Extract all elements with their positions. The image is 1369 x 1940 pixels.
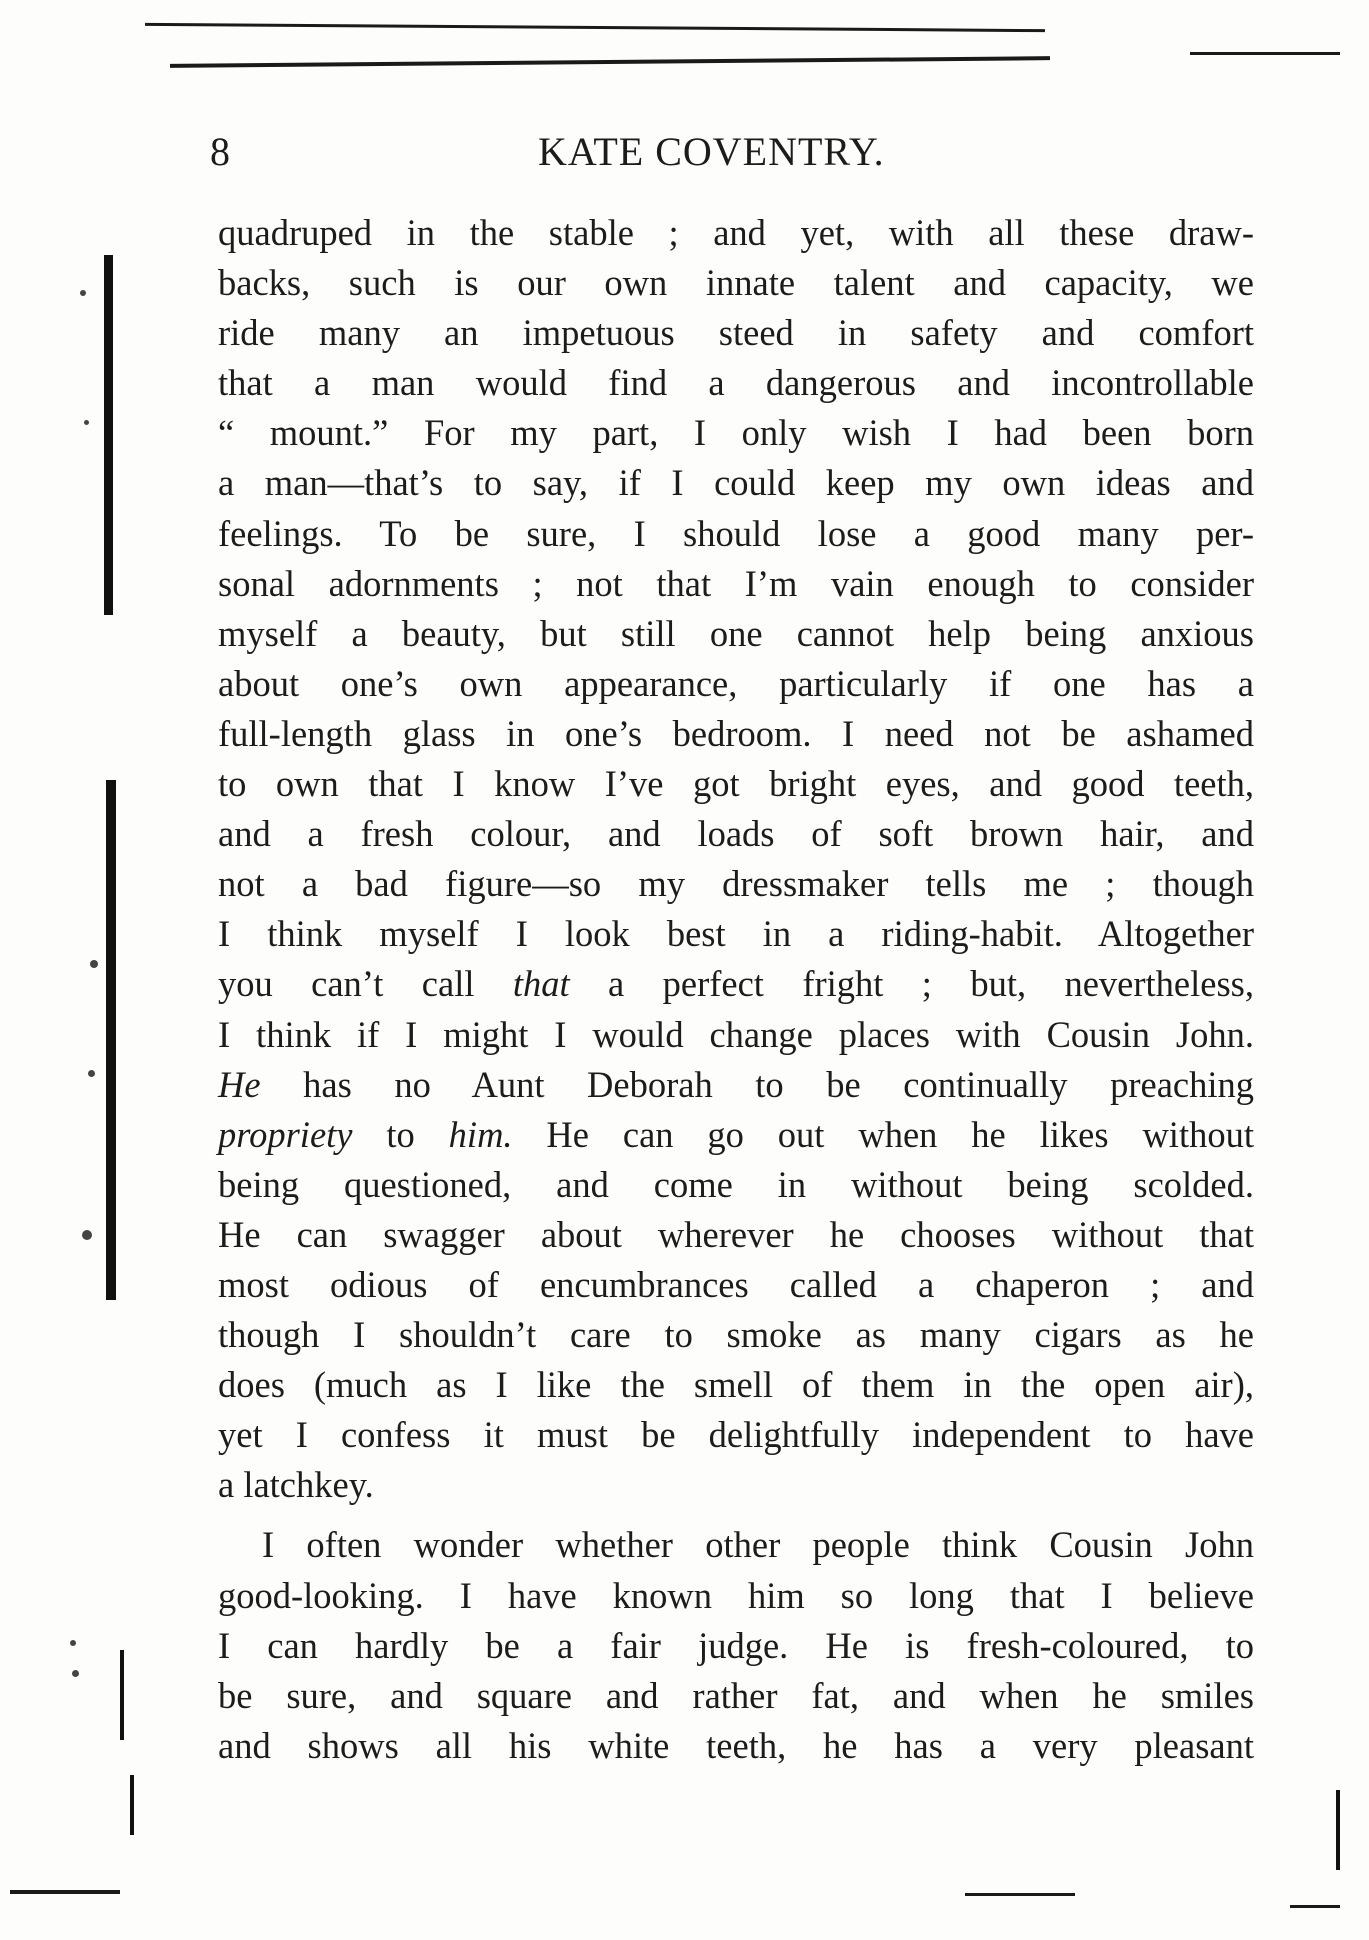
text-segment: has no Aunt Deborah to be continually preaching [260, 1063, 1254, 1105]
italic-word: propriety [218, 1113, 353, 1155]
text-segment: to [352, 1113, 449, 1155]
binding-mark-lower [120, 1650, 124, 1740]
top-rule-lower [170, 56, 1050, 68]
running-head: KATE COVENTRY. [538, 129, 885, 174]
margin-speck [72, 1670, 79, 1677]
text-line: full-length glass in one’s bedroom. I need not be ashamed [218, 712, 1254, 754]
italic-word: that [512, 963, 570, 1005]
text-line: and shows all his white teeth, he has a very pleasant [218, 1724, 1254, 1766]
text-line-with-italic [218, 1060, 1254, 1110]
text-line: most odious of encumbrances called a chaperon ; and [218, 1263, 1254, 1305]
margin-speck [70, 1640, 76, 1646]
text-line: quadruped in the stable ; and yet, with all these draw- [218, 212, 1254, 253]
page-body-text [218, 208, 1254, 1771]
paragraph-first-line: I often wonder whether other people think Cousin John [262, 1524, 1254, 1566]
text-line: sonal adornments ; not that I’m vain enough to consider [218, 562, 1254, 604]
text-line: though I shouldn’t care to smoke as many cigars as he [218, 1314, 1254, 1356]
text-line: not a bad figure—so my dressmaker tells me ; though [218, 863, 1254, 905]
bottom-left-rule [10, 1890, 120, 1894]
italic-word: He [218, 1063, 261, 1105]
bottom-right-rule [1290, 1905, 1340, 1908]
text-line: a man—that’s to say, if I could keep my own ideas and [218, 462, 1254, 504]
text-line: I think myself I look best in a riding-habit. Altogether [218, 913, 1254, 955]
text-line: being questioned, and come in without being scolded. [218, 1163, 1254, 1205]
text-line: yet I confess it must be delightfully independent to have [218, 1414, 1254, 1456]
text-line: backs, such is our own innate talent and capacity, we [218, 262, 1254, 304]
text-line: I think if I might I would change places with Cousin John. [218, 1013, 1254, 1055]
text-line: and a fresh colour, and loads of soft brown hair, and [218, 813, 1254, 855]
bottom-right-mark [1336, 1790, 1340, 1870]
text-line: I can hardly be a fair judge. He is fresh-coloured, to [218, 1624, 1254, 1666]
page-number: 8 [210, 129, 231, 174]
text-line: “ mount.” For my part, I only wish I had been born [218, 412, 1254, 454]
bottom-center-smudge [965, 1893, 1075, 1896]
text-line: be sure, and square and rather fat, and when he smiles [218, 1674, 1254, 1716]
text-line: that a man would find a dangerous and incontrollable [218, 362, 1254, 404]
page-header [210, 128, 950, 178]
margin-speck [80, 290, 86, 296]
top-rule-right [1190, 52, 1340, 55]
binding-mark-bottom [130, 1775, 134, 1835]
margin-speck [84, 420, 89, 425]
paragraph-end-line: a latchkey. [218, 1464, 374, 1506]
margin-speck [88, 1070, 95, 1077]
text-line: myself a beauty, but still one cannot help being anxious [218, 612, 1254, 654]
italic-word: him. [448, 1113, 513, 1155]
text-line: He can swagger about wherever he chooses without that [218, 1213, 1254, 1255]
binding-mark-upper [104, 255, 113, 615]
text-line-with-italic [218, 1110, 1254, 1160]
text-line-with-italic [218, 959, 1254, 1009]
top-rule-upper [145, 23, 1045, 32]
text-line: feelings. To be sure, I should lose a good many per- [218, 512, 1254, 554]
text-line: does (much as I like the smell of them in the open air), [218, 1364, 1254, 1406]
margin-speck [90, 960, 98, 968]
paragraph-gap [218, 1510, 1254, 1520]
text-line: about one’s own appearance, particularly if one has a [218, 662, 1254, 704]
text-line: good-looking. I have known him so long that I believe [218, 1574, 1254, 1616]
text-segment: He can go out when he likes without [512, 1113, 1254, 1155]
text-line: to own that I know I’ve got bright eyes, and good teeth, [218, 763, 1254, 805]
text-segment: a perfect fright ; but, nevertheless, [569, 963, 1254, 1005]
margin-speck [82, 1230, 92, 1240]
binding-mark-middle [106, 780, 116, 1300]
text-line: ride many an impetuous steed in safety and comfort [218, 312, 1254, 354]
text-segment: you can’t call [218, 963, 513, 1005]
